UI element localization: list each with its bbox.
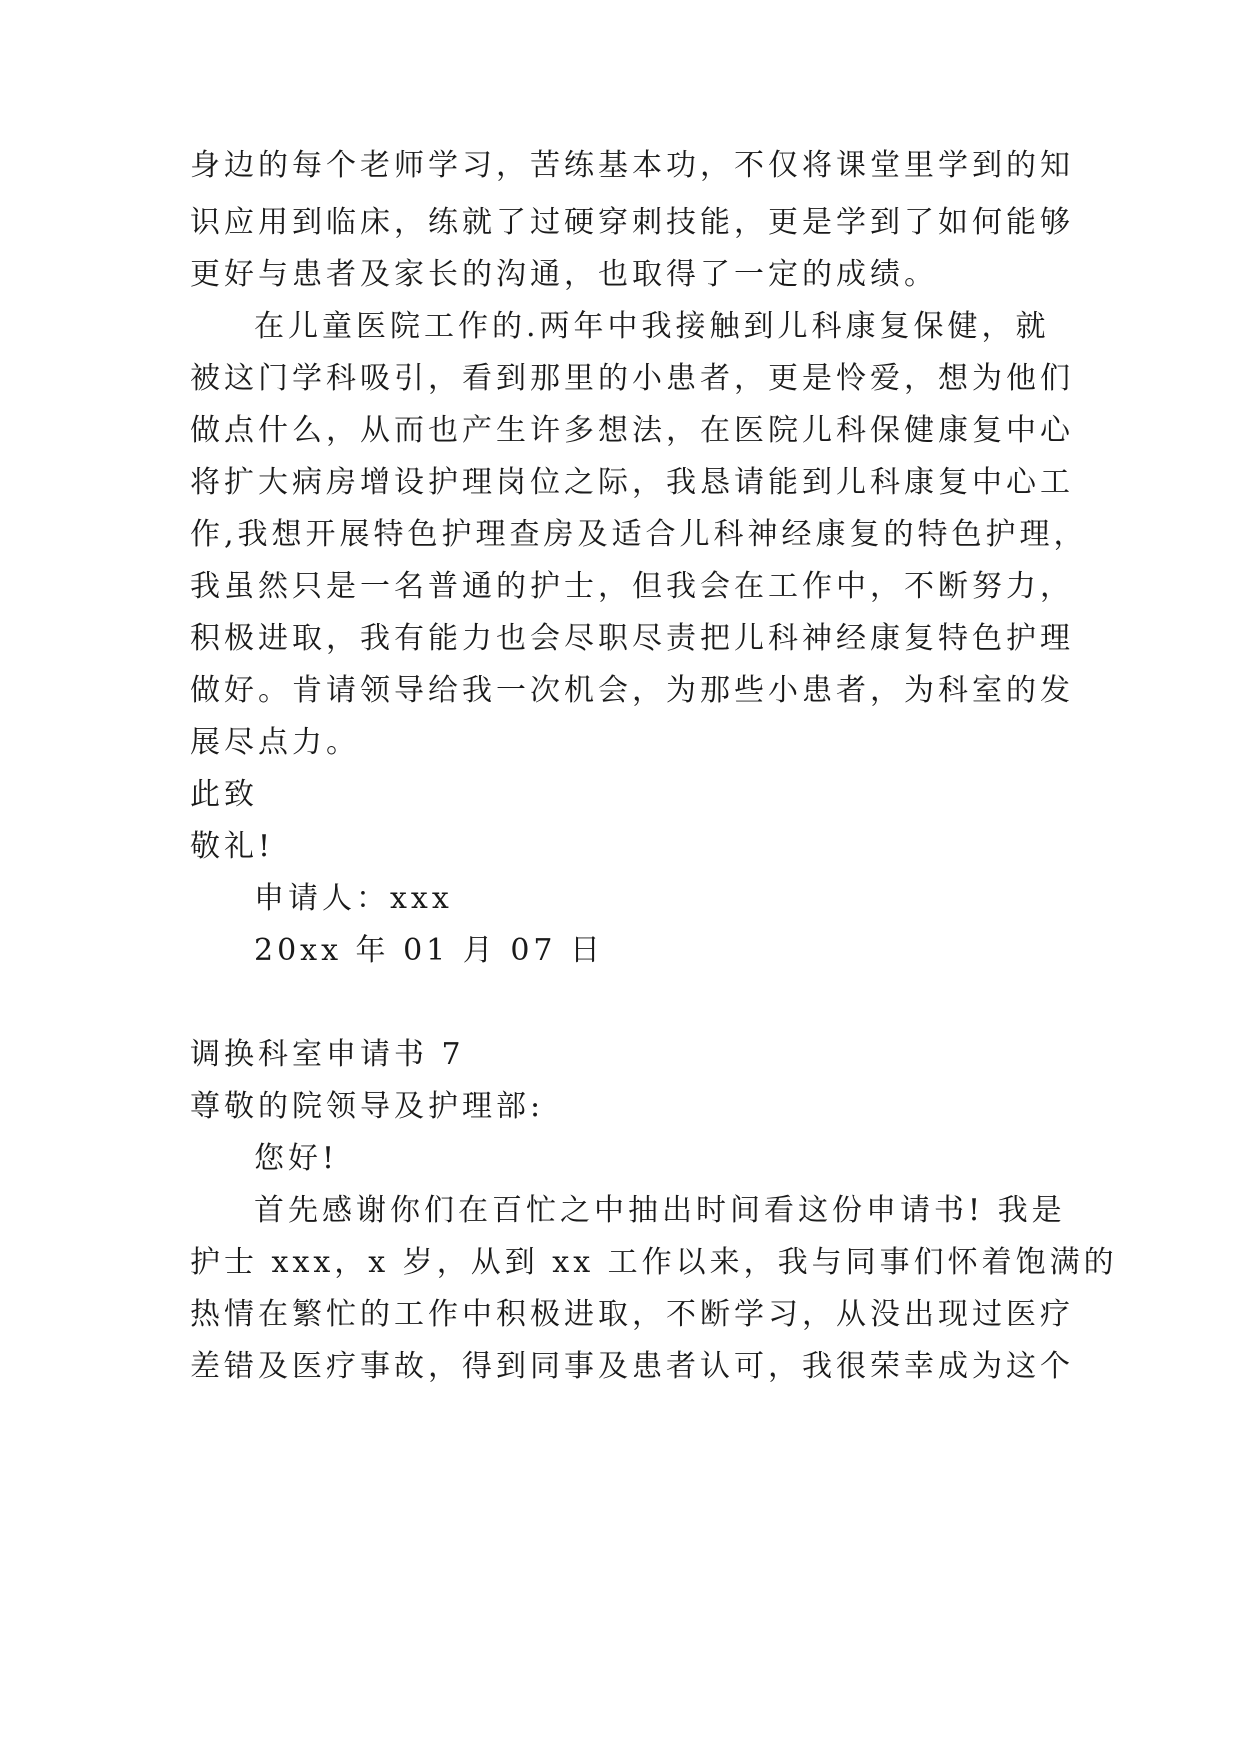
paragraph-first-line: 在儿童医院工作的.两年中我接触到儿科康复保健，就 (254, 309, 1050, 344)
salutation-line: 敬礼! (190, 829, 275, 864)
date-line: 20xx 年 01 月 07 日 (254, 933, 605, 968)
body-text-line: 做好。肯请领导给我一次机会，为那些小患者，为科室的发 (190, 673, 1074, 708)
body-text-line: 我虽然只是一名普通的护士，但我会在工作中，不断努力， (190, 569, 1074, 604)
body-text-line: 做点什么，从而也产生许多想法，在医院儿科保健康复中心 (190, 413, 1074, 448)
body-text-line: 将扩大病房增设护理岗位之际，我恳请能到儿科康复中心工 (190, 465, 1074, 500)
body-text-line: 展尽点力。 (190, 725, 360, 760)
body-text-line: 识应用到临床，练就了过硬穿刺技能，更是学到了如何能够 (190, 205, 1074, 240)
body-text-line: 被这门学科吸引，看到那里的小患者，更是怜爱，想为他们 (190, 361, 1074, 396)
body-text-line: 更好与患者及家长的沟通，也取得了一定的成绩。 (190, 257, 938, 292)
paragraph-first-line: 首先感谢你们在百忙之中抽出时间看这份申请书! 我是 (254, 1193, 1066, 1228)
greeting-line: 尊敬的院领导及护理部: (190, 1089, 545, 1124)
body-text-line: 差错及医疗事故，得到同事及患者认可，我很荣幸成为这个 (190, 1349, 1074, 1384)
body-text-line: 作,我想开展特色护理查房及适合儿科神经康复的特色护理， (190, 517, 1088, 552)
greeting-line: 您好! (254, 1141, 339, 1176)
body-text-line: 身边的每个老师学习，苦练基本功，不仅将课堂里学到的知 (190, 148, 1074, 183)
section-title: 调换科室申请书 7 (190, 1037, 465, 1072)
applicant-line: 申请人：xxx (254, 881, 453, 916)
body-text-line: 护士 xxx，x 岁，从到 xx 工作以来，我与同事们怀着饱满的 (190, 1245, 1118, 1280)
body-text-line: 积极进取，我有能力也会尽职尽责把儿科神经康复特色护理 (190, 621, 1074, 656)
closing-line: 此致 (190, 777, 258, 812)
body-text-line: 热情在繁忙的工作中积极进取，不断学习，从没出现过医疗 (190, 1297, 1074, 1332)
